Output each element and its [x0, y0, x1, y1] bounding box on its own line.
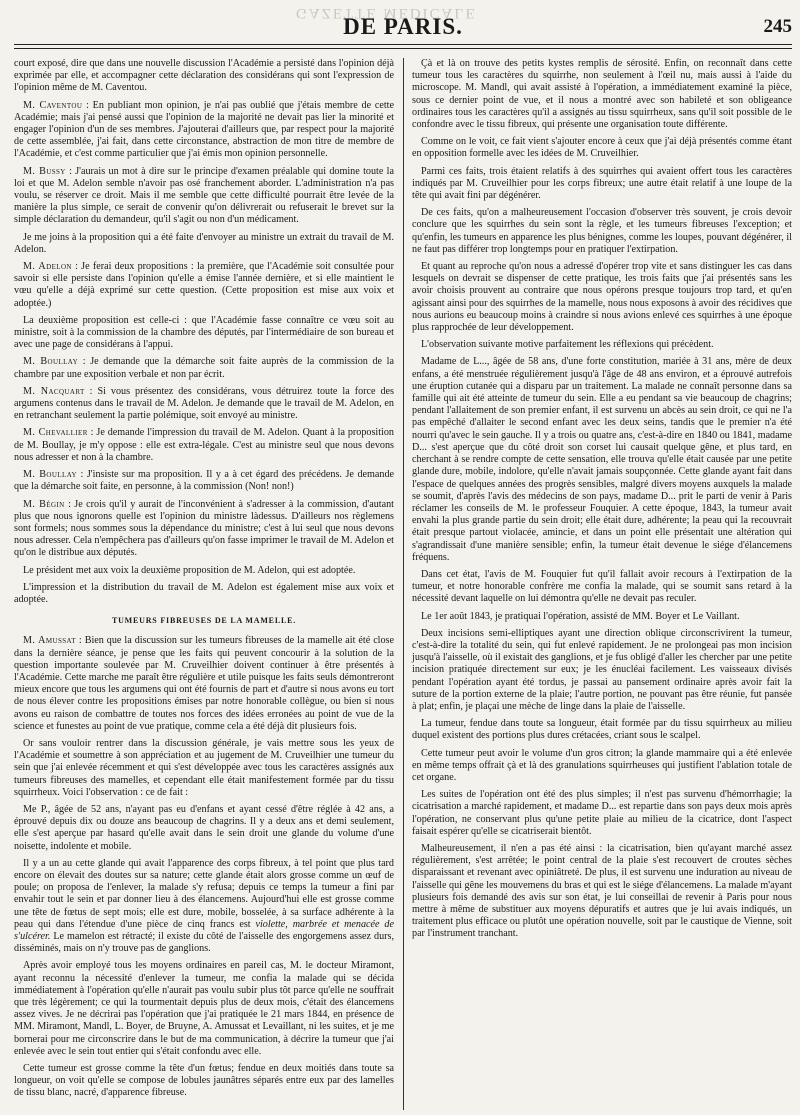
speaker-name: M. Chevallier [23, 427, 88, 439]
paragraph [14, 858, 394, 956]
paragraph: Parmi ces faits, trois étaient relatifs à des squirrhes qui avaient offert tous les caractères indiqués par M. Cruveilhier pour les corps fibreux; une autre était relatif à une loupe de la tête qui avait fini par dégénérer. [412, 165, 792, 202]
paragraph: Je me joins à la proposition qui a été faite d'envoyer au ministre un extrait du travail de M. Adelon. [14, 231, 394, 255]
paragraph: Cette tumeur peut avoir le volume d'un gros citron; la glande mammaire qui a été enlevée en même temps offrait çà et là des granulations squirrheuses qui justifient l'ablation totale de cet organe. [412, 747, 792, 783]
paragraph [14, 166, 394, 227]
italic-text: violette, marbrée et menacée de s'ulcérer. [14, 918, 394, 942]
paragraph [14, 635, 394, 733]
paragraph [14, 356, 394, 380]
paragraph [14, 499, 394, 560]
paragraph [14, 427, 394, 464]
article-body [14, 58, 792, 1110]
paragraph: Le président met aux voix la deuxième proposition de M. Adelon, qui est adoptée. [23, 564, 356, 576]
speaker-name: M. Bussy [23, 165, 66, 177]
newspaper-page [14, 0, 792, 1115]
paragraph: Comme on le voit, ce fait vient s'ajouter encore à ceux que j'ai déjà présentés comme étant en opposition formelle avec les idées de M. Cruveilhier. [412, 136, 792, 160]
masthead-title: DE PARIS. [343, 14, 463, 39]
speaker-name: M. Amussat [23, 635, 76, 647]
paragraph: Dans cet état, l'avis de M. Fouquier fut qu'il fallait avoir recours à l'extirpation de la tumeur, et notre honorable confrère me confia la malade, qui se soumit sans retard à la nécessité devant laquelle on lui démontra qu'elle ne devait pas reculer. [412, 568, 792, 605]
paragraph-text: : J'insiste sur ma proposition. Il y a à cet égard des précédens. Je demande que la démarche soit faite, en personne, à la commission (Non! non!) [14, 469, 395, 493]
speaker-name: M. Boullay [23, 469, 77, 481]
paragraph-text: : Si vous présentez des considérans, vous détruirez toute la force des argumens contenus dans le travail de M. Adelon. Je demande que le travail de M. Adelon, en en retranchant seulement la partie polémique, soit envoyé au ministre. [14, 385, 394, 422]
speaker-name: M. Boullay [23, 356, 79, 368]
paragraph: Çà et là on trouve des petits kystes remplis de sérosité. Enfin, on reconnaît dans cette tumeur tous les caractères du squirrhe, non seulement à l'œil nu, mais aussi à l'aide du microscope. M. Mandl, qui avait assisté à l'opération, a immédiatement examiné la pièce, sous ce dernier point de vue, et il nous a montré avec son habileté et son obligeance ordinaires tous les caractères qu'il a assignés au tissu squirrheux, sans qu'il soit possible de le confondre avec le tissu fibreux, qui présente une organisation toute différente. [412, 58, 792, 131]
paragraph: La tumeur, fendue dans toute sa longueur, était formée par du tissu squirrheux au milieu duquel existent des portions plus dures crétacées, criant sous le scalpel. [412, 718, 792, 742]
paragraph: Et quant au reproche qu'on nous a adressé d'opérer trop vite et sans distinguer les cas dans lesquels on devrait se dispenser de cette pratique, les trois faits que j'ai présentés sans les avoir choisis prouvent au contraire que nous opérons presque toujours trop tard, et qu'en agissant ainsi pour des squirrhes de la mamelle, nous nous exposons à avoir des récidives que nous aurions eu beaucoup moins à craindre si nous avions enlevé ces squirrhes à une époque plus rapprochée de leur développement. [412, 261, 792, 334]
paragraph-text: : Je demande que la démarche soit faite auprès de la commission de la chambre par une exposition verbale et non par écrit. [14, 356, 394, 380]
paragraph-text: Il y a un au cette glande qui avait l'apparence des corps fibreux, à tel point que plus tard encore on élevait des doutes sur sa nature; cette glande était alors grosse comme un œuf de poule; on proposa de l'enlever, la malade s'y refusa; depuis ce temps la tumeur a fini par envahir tout le sein et par donner lieu à des élancemens. Aujourd'hui elle est grosse comme une tête de fœtus de sept mois; elle est dure, mobile, bosselée, à sa surface adhérente à la peau qui dans l'étendue d'une pièce de cinq francs est [14, 857, 394, 930]
paragraph [14, 386, 394, 423]
paragraph: Deux incisions semi-elliptiques ayant une direction oblique circonscrivirent la tumeur, c'est-à-dire la totalité du sein, qui fut enlevé rapidement. Je ne prolongeai pas mon incision jusqu'à l'aisselle, où il existait des ganglions, et je fus obligé d'aller les chercher par une petite incision pratiquée directement sur eux; je les énucléai facilement. Les vaisseaux divisés pendant l'opération ayant été tordus, je passai au pansement ordinaire après avoir fait la suture de la portion externe de la plaie; l'autre portion, ne pouvant pas être réunie, fut pansée à plat; enfin, je plaçai une mèche de linge dans la plaie de l'aisselle. [412, 627, 792, 712]
paragraph: court exposé, dire que dans une nouvelle discussion l'Académie a persisté dans l'opinion déjà exprimée par elle, et accompagner cette déclaration des considérans qui sont l'expression de l'opinion même de M. Caventou. [14, 58, 394, 94]
paragraph: Me P., âgée de 52 ans, n'ayant pas eu d'enfans et ayant cessé d'être réglée à 42 ans, a éprouvé depuis dix ou douze ans beaucoup de chagrins. Il y a deux ans et demi seulement, elle s'est aperçue par hasard qu'elle avait dans le sein droit une glande du volume d'une noisette, indolente et mobile. [14, 803, 394, 852]
paragraph: L'impression et la distribution du travail de M. Adelon est également mise aux voix et adoptée. [14, 581, 394, 605]
paragraph: Cette tumeur est grosse comme la tête d'un fœtus; fendue en deux moitiés dans toute sa longueur, on voit qu'elle se compose de lobules jaunâtres séparés entre eux par des lamelles de tissu blanc, nacré, d'apparence fibreuse. [14, 1063, 394, 1099]
paragraph: Madame de L..., âgée de 58 ans, d'une forte constitution, mariée à 31 ans, mère de deux enfans, a été menstruée régulièrement jusqu'à l'âge de 48 ans environ, et a éprouvé autrefois une éruption cutanée qui a disparu par un traitement. La malade ne connaît personne dans sa famille qui ait été atteinte de tumeur du sein. Elle a eu pendant sa vie beaucoup de chagrins; pendant l'allaitement de son premier enfant, il est survenu un abcès au sein droit, ce qui ne l'a pas empêché d'allaiter le second enfant avec les deux seins, tandis que le premier n'a été nourri qu'avec le sein gauche. Il y a trois ou quatre ans, c'est-à-dire en 1840 ou 1841, madame D... s'est aperçue que du côté droit son corset lui causait quelque gêne, et plus tard, en cherchant à se rendre compte de cette sensation, elle trouva qu'elle était causée par une petite glande dure, mobile, indolore, qu'elle n'avait jamais soupçonnée. Cette glande ayant fait dans l'espace de quelques années des progrès sensibles, malgré divers moyens auxquels la malade se soumit, d'après l'avis des médecins de son pays, madame D... prit le parti de venir à Paris réclamer les conseils de M. le professeur Fouquier. A cette époque, 1843, la tumeur avait envahi la plus grande partie du sein droit; elle était dure, adhérente; la peau qui la recouvrait était presque partout violacée, amincie, et dans un point elle présentait une altération qui s'agrandissait d'une manière sensible; enfin, la tumeur était devenue le siége d'élancemens fréquens. [412, 356, 792, 563]
paragraph-text: : Je ferai deux propositions : la première, que l'Académie soit consultée pour savoir si elle persiste dans l'opinion qu'elle a émise l'année dernière, et si elle maintient le vœu qu'elle a déjà exprimé sur cette question. (Cette proposition est mise aux voix et adoptée.) [14, 261, 394, 309]
paragraph: Après avoir employé tous les moyens ordinaires en pareil cas, M. le docteur Miramont, ayant reconnu la nécessité d'enlever la tumeur, me confia la malade qui se décida immédiatement à l'opération qu'elle n'aurait pas voulu subir plus tôt parce qu'elle ne souffrait que très légèrement; ce qui la tourmentait depuis plus de deux mois, c'était des élancemens assez vives. Je ne décrirai pas l'opération que j'ai pratiquée le 21 mars 1844, en présence de MM. Miramont, Mandl, L. Boyer, de Bruyne, A. Amussat et Levaillant, ni les suites, et je me bornerai pour me circonscrire dans le but de ma communication, à décrire la tumeur que j'ai enlevée avec le sein tout entier qui s'était confondu avec elle. [14, 960, 394, 1057]
paragraph: Malheureusement, il n'en a pas été ainsi : la cicatrisation, bien qu'ayant marché assez régulièrement, s'est arrêtée; le point central de la plaie s'est recouvert de croutes sèches disparaissant et revenant avec opiniâtreté. De plus, il est survenu une induration au niveau de l'aisselle qui gêne les mouvemens du bras et qui est le siége d'élancemens. La malade m'ayant plusieurs fois demandé des avis sur son état, je lui conseillai de revenir à Paris pour nous mettre à même de substituer aux moyens dépuratifs et autres que je lui avais indiqués, un traitement plus efficace ou plutôt une opération nouvelle, soit par le caustique de Vienne, soit par l'instrument tranchant. [412, 842, 792, 940]
page-header [14, 14, 792, 44]
header-rule [14, 44, 792, 49]
paragraph [14, 100, 394, 161]
paragraph [14, 261, 394, 310]
paragraph-text: : Je crois qu'il y aurait de l'inconvénient à s'adresser à la commission, d'autant plus que nous ignorons quelle est l'opinion du ministre làdessus. D'ailleurs nos règlemens sont formels; nous sommes sous la dépendance du ministre; c'est à lui seul que nous devons nous adresser. Cela n'empêchera pas d'ailleurs qu'on fasse imprimer le travail de M. Adelon et qu'on le distribue aux députés. [14, 498, 394, 559]
paragraph-text: : Bien que la discussion sur les tumeurs fibreuses de la mamelle ait été close dans la dernière séance, je pense que les faits qui peuvent concourir à la solution de la question importante soulevée par M. Cruveilhier doivent continuer à être présentés à l'Académie. Cette marche me paraît être régulière et utile puisque les faits seuls démontreront mieux encore que tous les argumens qui ont été fournis de part et d'autre si nous avons eu tort de nous élever contre les propositions émises par notre honorable collègue, ou bien si nous avons eu raison de combattre de toutes nos forces des idées erronées au point de vue de la science et funestes au point de vue pratique, comme cela a été déjà dit plusieurs fois. [14, 635, 394, 732]
page-number: 245 [763, 16, 792, 37]
paragraph [14, 469, 394, 493]
paragraph: De ces faits, qu'on a malheureusement l'occasion d'observer très souvent, je crois devoir conclure que les squirrhes du sein sont la règle, et les tumeurs fibreuses l'exception; et qu'enfin, les tumeurs en apparence les plus bénignes, comme les loupes, pouvant dégénérer, il ne faut pas différer trop longtemps pour en pratiquer l'extirpation. [412, 207, 792, 255]
speaker-name: M. Caventou [23, 99, 83, 111]
paragraph-text: : J'aurais un mot à dire sur le principe d'examen préalable qui domine toute la loi et que M. Adelon semble n'avoir pas osé franchement aborder. L'administration n'a pas voulu, se réserver ce droit. Mais il me semble que cette difficulté pourrait être levée de la manière la plus simple, ce serait de convenir qu'on délivrerait ou refuserait le brevet sur la simple déclaration du demandeur, qu'il s'agit ou non d'un médicament. [14, 165, 394, 226]
paragraph-text: Le mamelon est rétracté; il existe du côté de l'aisselle des engorgemens assez durs, disséminés, mais on n'y trouve pas de ganglions. [14, 931, 394, 955]
paragraph: La deuxième proposition est celle-ci : que l'Académie fasse connaître ce vœu soit au ministre, soit à la commission de la chambre des députés, par l'intermédiaire de son bureau et avec une page de considérans à l'appui. [14, 314, 394, 351]
section-title: TUMEURS FIBREUSES DE LA MAMELLE. [111, 616, 297, 626]
bleed-through-text: GAZETTE MÉDICALE [296, 5, 477, 21]
paragraph-text: : En publiant mon opinion, je n'ai pas oublié que j'étais membre de cette Académie; mais j'ai pensé aussi que l'opinion de la majorité ne devait pas lier la minorité et engager l'opinion d'un de ses membres. J'ajouterai d'ailleurs que, par respect pour la majorité de cette assemblée, j'ai fait, dans cette circonstance, abstraction de mon titre de membre de l'Académie, et c'est comme particulier que j'ai émis mon opinion personnelle. [14, 99, 394, 160]
paragraph: Le 1er août 1843, je pratiquai l'opération, assisté de MM. Boyer et Le Vaillant. [421, 610, 740, 622]
speaker-name: M. Bégin [23, 498, 65, 510]
speaker-name: M. Adelon [23, 261, 72, 273]
paragraph-text: : Je demande l'impression du travail de M. Adelon. Quant à la proposition de M. Boullay, je m'y oppose : elle est extra-légale. C'est au ministre seul que nous devons nous adresser et non à la chambre. [14, 427, 394, 463]
paragraph: Or sans vouloir rentrer dans la discussion générale, je vais mettre sous les yeux de l'Académie et soumettre à son appréciation et au jugement de M. Cruveilhier une tumeur du sein que j'ai enlevée récemment et qui s'est développée avec tous les caractères assignés aux tumeurs fibreuses des mamelles, et cependant elle était manifestement formée par du tissu squirrheux. Voici l'observation : ce de fait : [14, 737, 394, 798]
speaker-name: M. Nacquart [23, 385, 85, 397]
paragraph: L'observation suivante motive parfaitement les réflexions qui précèdent. [421, 339, 714, 351]
paragraph: Les suites de l'opération ont été des plus simples; il n'est pas survenu d'hémorrhagie; la cicatrisation a marché rapidement, et madame D... est repartie dans son pays deux mois après l'opération, ne conservant plus qu'une petite plaie au milieu de la cicatrice, dont l'aspect faisait espérer qu'elle se cicatriserait bientôt. [412, 789, 792, 837]
